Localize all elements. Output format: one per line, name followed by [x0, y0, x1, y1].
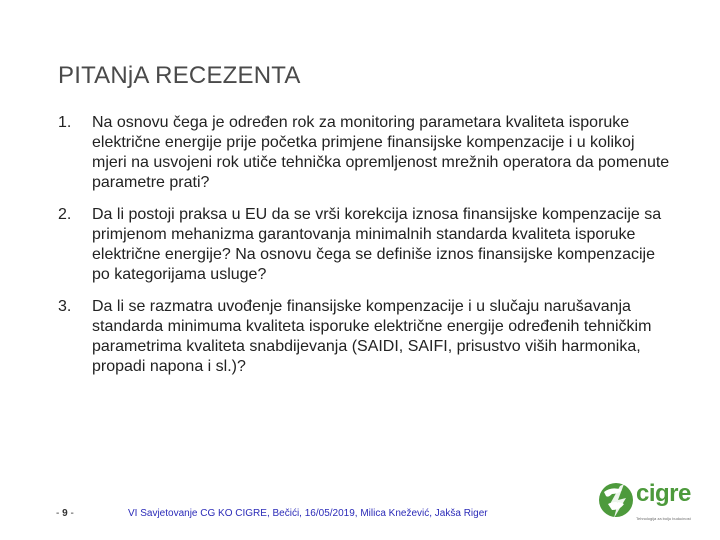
logo-wordmark: cigre — [636, 480, 691, 507]
page-prefix: - — [56, 508, 60, 519]
question-item — [58, 205, 678, 285]
question-number: 3. — [58, 298, 72, 315]
page-number-value: 9 — [62, 508, 68, 519]
question-item — [58, 113, 678, 193]
question-text: Da li se razmatra uvođenje finansijske kompenzacije i u slučaju narušavanja standarda minimuma kvaliteta isporuke električne energije određenih tehničkim parametrima kvaliteta snabdijevanja (SAIDI, SAIFI, prisustvo viših harmonika, propadi napona i sl.)? — [92, 298, 652, 375]
page-number — [56, 508, 74, 519]
logo-tagline: Tehnologija za bolju budućnost — [636, 516, 691, 521]
question-item — [58, 297, 678, 377]
question-number: 1. — [58, 114, 72, 131]
question-list — [58, 113, 678, 389]
page-suffix: - — [70, 508, 74, 519]
question-text: Da li postoji praksa u EU da se vrši korekcija iznosa finansijske kompenzacije sa primjenom mehanizma garantovanja minimalnih standarda kvaliteta isporuke električne energije? Na osnovu čega se definiše iznos finansijske kompenzacije po kategorijama usluge? — [92, 206, 662, 283]
slide-title: PITANjA RECEZENTA — [58, 62, 301, 89]
footer-text: VI Savjetovanje CG KO CIGRE, Bečići, 16/05/2019, Milica Knežević, Jakša Riger — [128, 508, 488, 519]
question-number: 2. — [58, 206, 72, 223]
question-text: Na osnovu čega je određen rok za monitoring parametara kvaliteta isporuke električne energije prije početka primjene finansijske kompenzacije i u kolikoj mjeri na usvojeni rok utiče tehnička opremljenost mrežnih operatora da pomenute parametre prati? — [92, 114, 670, 191]
